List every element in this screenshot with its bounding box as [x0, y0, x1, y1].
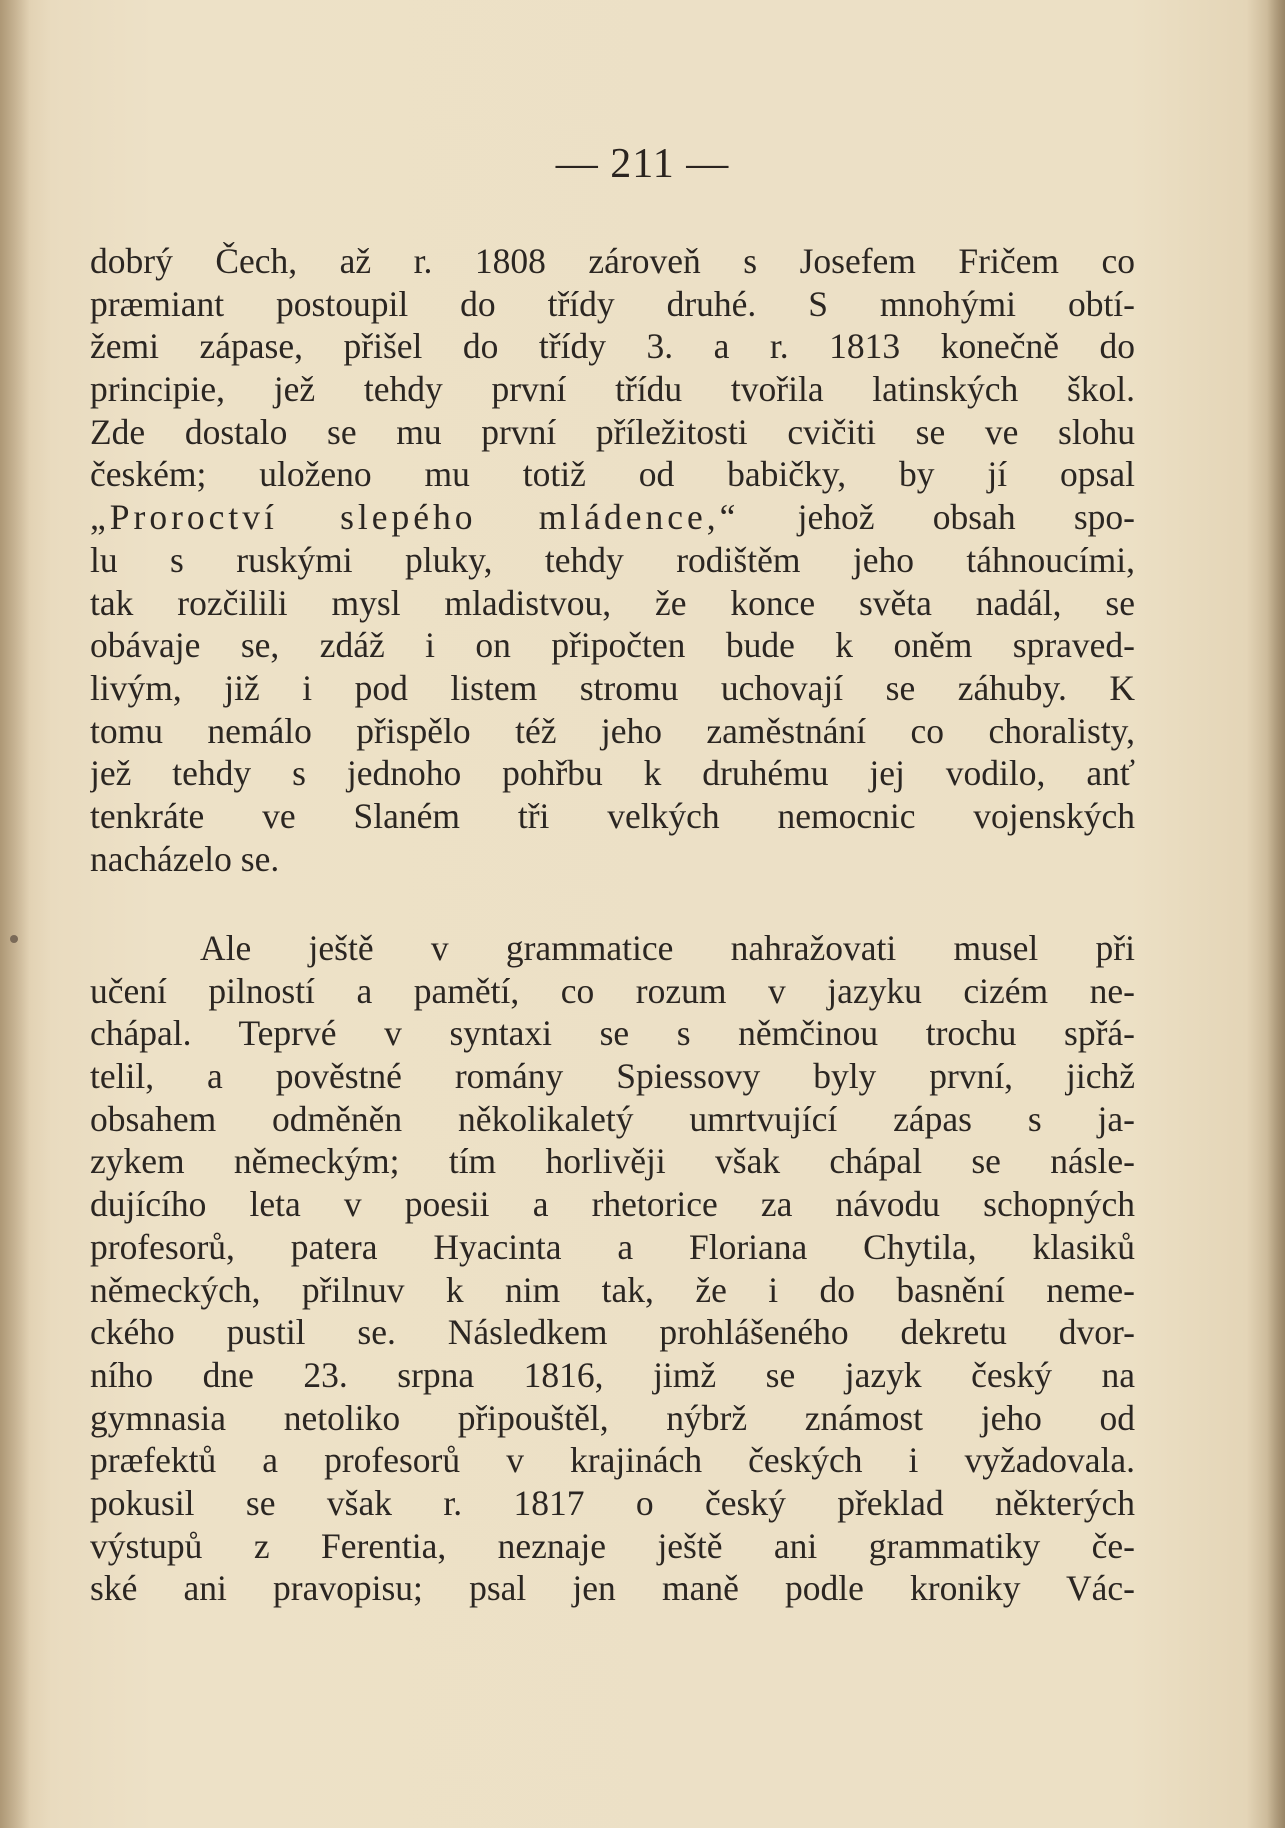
text-line: telil, a pověstné romány Spiessovy byly první, jichž: [90, 1056, 1135, 1097]
text-line: præfektů a profesorů v krajinách českých i vyžadovala.: [90, 1440, 1135, 1481]
text-line: německých, přilnuv k nim tak, že i do basnění neme-: [90, 1269, 1135, 1310]
page-number: — 211 —: [555, 141, 730, 187]
text-line: ské ani pravopisu; psal jen maně podle kroniky Vác-: [90, 1568, 1135, 1609]
text-line: livým, již i pod listem stromu uchovají se záhuby. K: [90, 667, 1135, 708]
text-line: tenkráte ve Slaném tři velkých nemocnic vojenských: [90, 795, 1135, 836]
text-line: obávaje se, zdáž i on připočten bude k oněm spraved-: [90, 625, 1135, 666]
text-line: žemi zápase, přišel do třídy 3. a r. 1813 konečně do: [90, 326, 1135, 367]
text-line: præmiant postoupil do třídy druhé. S mnohými obtí-: [90, 283, 1135, 324]
spaced-title: „Proroctví slepého mládence,“: [90, 497, 740, 538]
text-line: dujícího leta v poesii a rhetorice za návodu schopných: [90, 1184, 1135, 1225]
text-line: jež tehdy s jednoho pohřbu k druhému jej vodilo, anť: [90, 753, 1135, 794]
text-line: chápal. Teprvé v syntaxi se s němčinou trochu spřá-: [90, 1013, 1135, 1054]
text-line: učení pilností a pamětí, co rozum v jazyku cizém ne-: [90, 970, 1135, 1011]
text-line: tak rozčilili mysl mladistvou, že konce světa nadál, se: [90, 582, 1135, 623]
paragraph-two: [90, 927, 1135, 1610]
text-line: nacházelo se.: [90, 838, 280, 879]
text-line: gymnasia netoliko připouštěl, nýbrž známost jeho od: [90, 1397, 1135, 1438]
page-edge-shadow: [1267, 0, 1285, 1828]
text-line: dobrý Čech, až r. 1808 zároveň s Josefem Fričem co: [90, 241, 1135, 281]
text-line: ního dne 23. srpna 1816, jimž se jazyk český na: [90, 1354, 1135, 1395]
text-line: českém; uloženo mu totiž od babičky, by jí opsal: [90, 454, 1135, 495]
text-line-remainder: jehož obsah spo-: [739, 497, 1135, 538]
text-line: zykem německým; tím horlivěji však chápal se násle-: [90, 1141, 1135, 1182]
page-binding-shadow: [0, 0, 30, 1828]
paper-speck: [10, 935, 18, 943]
text-line: profesorů, patera Hyacinta a Floriana Chytila, klasiků: [90, 1226, 1135, 1267]
text-line: ckého pustil se. Následkem prohlášeného dekretu dvor-: [90, 1312, 1135, 1353]
text-line: tomu nemálo přispělo též jeho zaměstnání co choralisty,: [90, 710, 1135, 751]
text-line: Zde dostalo se mu první příležitosti cvičiti se ve slohu: [90, 411, 1135, 452]
text-line: Ale ještě v grammatice nahražovati musel při: [200, 928, 1135, 968]
paragraph-one: [90, 240, 1135, 880]
text-line: výstupů z Ferentia, neznaje ještě ani grammatiky če-: [90, 1525, 1135, 1566]
text-line: [90, 496, 1135, 539]
text-line: lu s ruskými pluky, tehdy rodištěm jeho táhnoucími,: [90, 539, 1135, 580]
text-line: obsahem odměněn několikaletý umrtvující zápas s ja-: [90, 1098, 1135, 1139]
text-line: principie, jež tehdy první třídu tvořila latinských škol.: [90, 369, 1135, 410]
text-line: pokusil se však r. 1817 o český překlad některých: [90, 1482, 1135, 1523]
